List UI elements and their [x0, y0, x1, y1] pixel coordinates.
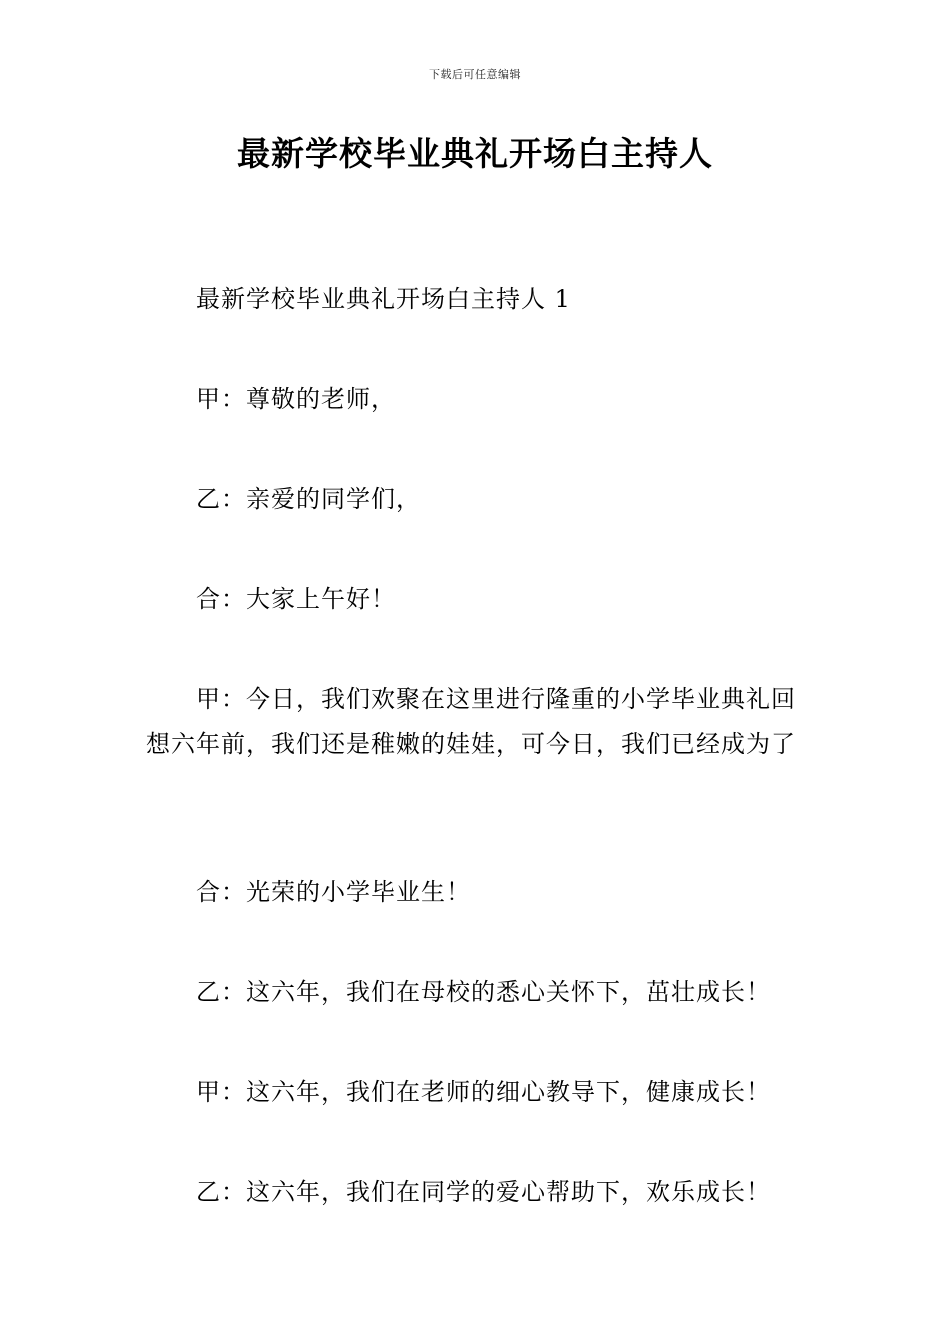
paragraph-heading: 最新学校毕业典礼开场白主持人 1: [196, 285, 571, 313]
paragraph-line: 乙：这六年，我们在母校的悉心关怀下，茁壮成长！: [196, 978, 771, 1006]
paragraph-line: 乙：这六年，我们在同学的爱心帮助下，欢乐成长！: [196, 1178, 771, 1206]
paragraph-line: 甲：今日，我们欢聚在这里进行隆重的小学毕业典礼回想六年前，我们还是稚嫩的娃娃，可今日，我们已经成为了: [146, 685, 796, 758]
header-note: 下载后可任意编辑: [429, 68, 521, 81]
paragraph-line: 乙：亲爱的同学们，: [196, 485, 421, 513]
document-title: 最新学校毕业典礼开场白主持人: [237, 134, 713, 173]
paragraph-line: 甲：尊敬的老师，: [196, 385, 396, 413]
paragraph-line: 甲：这六年，我们在老师的细心教导下，健康成长！: [196, 1078, 771, 1106]
paragraph-line: 合：大家上午好！: [196, 585, 396, 613]
paragraph-line: 合：光荣的小学毕业生！: [196, 878, 471, 906]
